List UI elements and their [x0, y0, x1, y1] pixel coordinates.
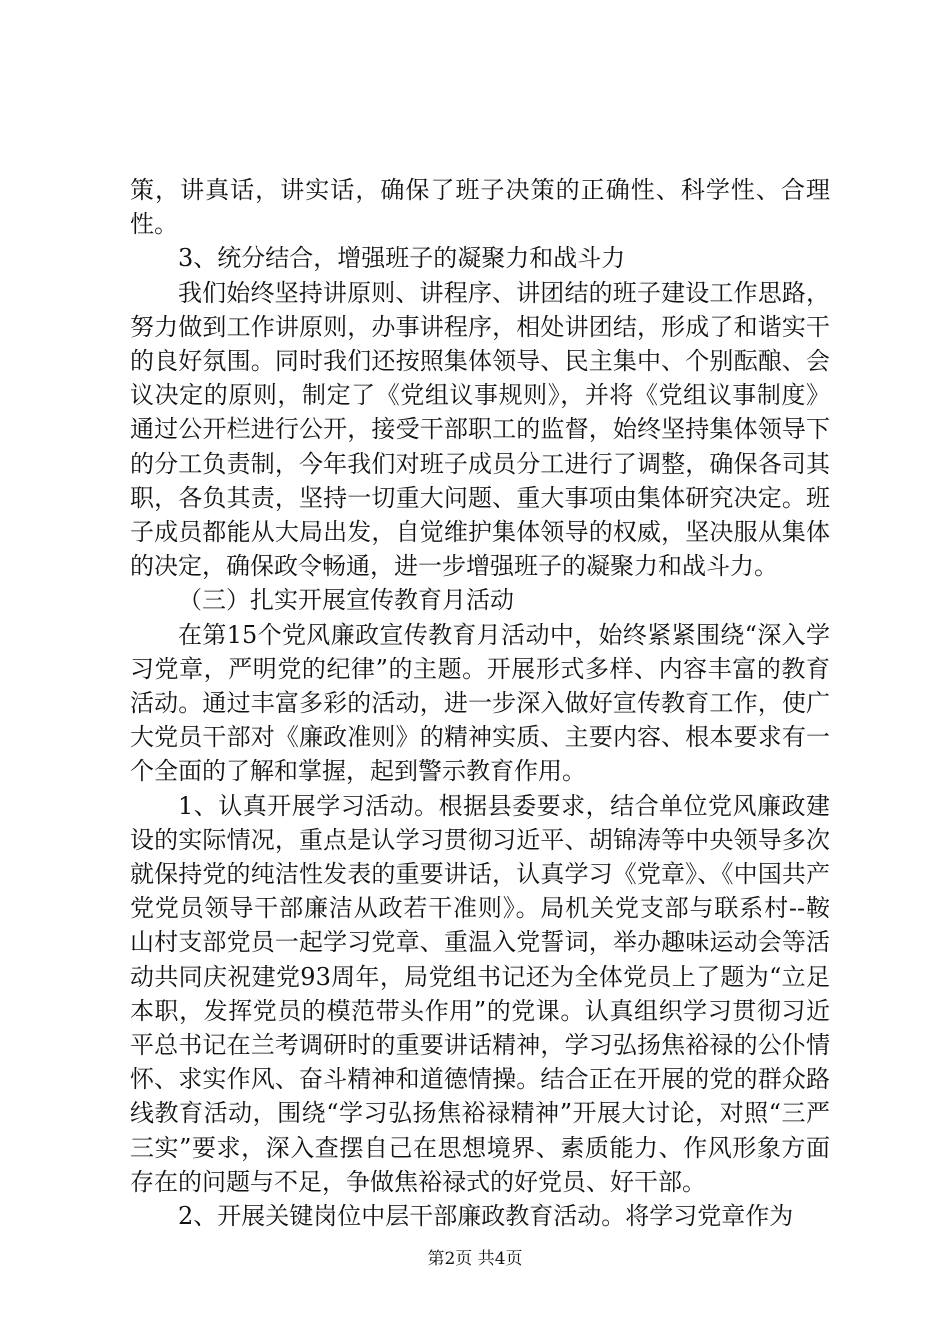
page-footer: 第2页 共4页 — [427, 1249, 523, 1269]
paragraph-education-month: 在第15个党风廉政宣传教育月活动中，始终紧紧围绕“深入学习党章，严明党的纪律”的主题。开展形式多样、内容丰富的教育活动。通过丰富多彩的活动，进一步深入做好宣传教育工作，使广大党员干部对《廉政准则》的精神实质、主要内容、根本要求有一个全面的了解和掌握，起到警示教育作用。 — [130, 620, 830, 786]
paragraph-team-building: 我们始终坚持讲原则、讲程序、讲团结的班子建设工作思路，努力做到工作讲原则，办事讲程序，相处讲团结，形成了和谐实干的良好氛围。同时我们还按照集体领导、民主集中、个别酝酿、会议决定的原则，制定了《党组议事规则》，并将《党组议事制度》通过公开栏进行公开，接受干部职工的监督，始终坚持集体领导下的分工负责制，今年我们对班子成员分工进行了调整，确保各司其职，各负其责，坚持一切重大问题、重大事项由集体研究决定。班子成员都能从大局出发，自觉维护集体领导的权威，坚决服从集体的决定，确保政令畅通，进一步增强班子的凝聚力和战斗力。 — [130, 278, 830, 581]
document-body — [130, 173, 830, 1233]
paragraph-key-positions: 2、开展关键岗位中层干部廉政教育活动。将学习党章作为 — [178, 1202, 794, 1231]
section-heading-3: （三）扎实开展宣传教育月活动 — [178, 586, 514, 615]
paragraph-study-activity: 1、认真开展学习活动。根据县委要求，结合单位党风廉政建设的实际情况，重点是认学习贯彻习近平、胡锦涛等中央领导多次就保持党的纯洁性发表的重要讲话，认真学习《党章》、《中国共产党党员领导干部廉洁从政若干准则》。局机关党支部与联系村--鞍山村支部党员一起学习党章、重温入党誓词，举办趣味运动会等活动共同庆祝建党93周年，局党组书记还为全体党员上了题为“立足本职，发挥党员的模范带头作用”的党课。认真组织学习贯彻习近平总书记在兰考调研时的重要讲话精神，学习弘扬焦裕禄的公仆情怀、求实作风、奋斗精神和道德情操。结合正在开展的党的群众路线教育活动，围绕“学习弘扬焦裕禄精神”开展大讨论，对照“三严三实”要求，深入查摆自己在思想境界、素质能力、作风形象方面存在的问题与不足，争做焦裕禄式的好党员、好干部。 — [130, 791, 830, 1196]
paragraph-continuation: 策，讲真话，讲实话，确保了班子决策的正确性、科学性、合理性。 — [130, 176, 830, 239]
subheading-3: 3、统分结合，增强班子的凝聚力和战斗力 — [178, 244, 626, 273]
